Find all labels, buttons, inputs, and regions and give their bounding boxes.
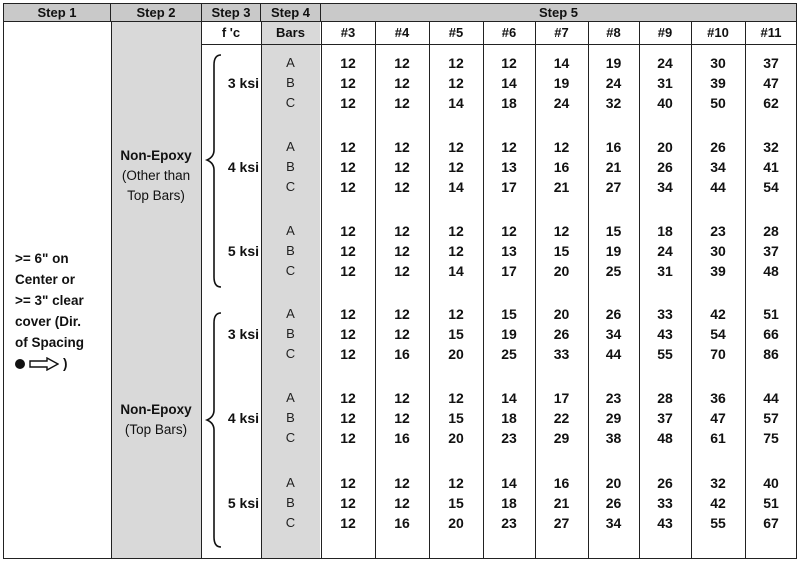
bars-header: Bars bbox=[276, 25, 305, 40]
length-value: 12 bbox=[394, 306, 410, 322]
length-value: 23 bbox=[501, 430, 517, 446]
length-value: 66 bbox=[763, 326, 779, 342]
length-value: 44 bbox=[710, 179, 726, 195]
length-value: 12 bbox=[501, 55, 517, 71]
length-value: 61 bbox=[710, 430, 726, 446]
length-value: 33 bbox=[657, 495, 673, 511]
length-value: 12 bbox=[448, 243, 464, 259]
length-value: 17 bbox=[501, 179, 517, 195]
length-value: 17 bbox=[553, 390, 570, 406]
arrow-right-icon bbox=[29, 357, 59, 371]
length-value: 34 bbox=[605, 515, 622, 531]
header-step3-label: Step 3 bbox=[211, 5, 251, 20]
length-value: 19 bbox=[501, 326, 517, 342]
length-value: 33 bbox=[657, 306, 673, 322]
length-value: 12 bbox=[553, 223, 570, 239]
step1-line6 bbox=[15, 353, 111, 374]
length-value: 30 bbox=[710, 55, 726, 71]
concrete-strength: 4 ksi bbox=[227, 410, 259, 426]
length-value: 13 bbox=[501, 243, 517, 259]
length-value: 37 bbox=[657, 410, 673, 426]
length-value: 14 bbox=[501, 75, 517, 91]
length-value: 44 bbox=[605, 346, 622, 362]
length-value: 12 bbox=[340, 139, 356, 155]
length-value: 12 bbox=[448, 55, 464, 71]
length-value: 39 bbox=[710, 263, 726, 279]
length-value: 34 bbox=[710, 159, 726, 175]
bar-class: B bbox=[286, 159, 295, 174]
length-value: 22 bbox=[553, 410, 570, 426]
length-value: 18 bbox=[501, 95, 517, 111]
length-value: 12 bbox=[340, 243, 356, 259]
length-value: 12 bbox=[394, 263, 410, 279]
length-value: 75 bbox=[763, 430, 779, 446]
length-value: 42 bbox=[710, 306, 726, 322]
length-value: 18 bbox=[501, 410, 517, 426]
header-step2-label: Step 2 bbox=[136, 5, 176, 20]
length-value: 48 bbox=[657, 430, 673, 446]
fc-header: f 'c bbox=[221, 25, 241, 40]
length-value: 12 bbox=[448, 223, 464, 239]
header-step5-label: Step 5 bbox=[538, 5, 578, 20]
length-value: 12 bbox=[340, 75, 356, 91]
length-value: 12 bbox=[340, 326, 356, 342]
length-value: 16 bbox=[394, 430, 410, 446]
length-value: 12 bbox=[448, 139, 464, 155]
length-value: 26 bbox=[657, 159, 673, 175]
development-length-table bbox=[3, 3, 797, 559]
length-value: 23 bbox=[501, 515, 517, 531]
length-value: 57 bbox=[763, 410, 779, 426]
group-1-title: Non-Epoxy bbox=[120, 148, 192, 163]
bar-size-header: #8 bbox=[606, 25, 621, 40]
length-value: 38 bbox=[605, 430, 622, 446]
length-value: 20 bbox=[553, 263, 570, 279]
bar-size-header: #9 bbox=[657, 25, 673, 40]
group-2-label bbox=[111, 400, 201, 440]
bar-class: C bbox=[285, 95, 296, 110]
length-value: 12 bbox=[394, 139, 410, 155]
length-value: 12 bbox=[340, 515, 356, 531]
bar-size-header: #7 bbox=[554, 25, 569, 40]
length-value: 31 bbox=[657, 75, 673, 91]
length-value: 12 bbox=[501, 223, 517, 239]
length-value: 27 bbox=[553, 515, 570, 531]
length-value: 86 bbox=[763, 346, 779, 362]
length-value: 16 bbox=[394, 346, 410, 362]
bar-size-header: #4 bbox=[394, 25, 410, 40]
bar-class: B bbox=[286, 75, 295, 90]
length-value: 30 bbox=[710, 243, 726, 259]
length-value: 15 bbox=[553, 243, 570, 259]
length-value: 16 bbox=[394, 515, 410, 531]
length-value: 12 bbox=[448, 75, 464, 91]
length-value: 12 bbox=[340, 390, 356, 406]
length-value: 51 bbox=[763, 495, 779, 511]
length-value: 12 bbox=[394, 410, 410, 426]
bar-size-header: #11 bbox=[760, 25, 782, 40]
length-value: 18 bbox=[501, 495, 517, 511]
bar-class: A bbox=[286, 139, 295, 154]
step1-line3: >= 3" clear bbox=[15, 293, 84, 308]
length-value: 24 bbox=[657, 55, 673, 71]
bar-class: A bbox=[286, 223, 295, 238]
length-value: 12 bbox=[394, 179, 410, 195]
length-value: 12 bbox=[340, 179, 356, 195]
length-value: 13 bbox=[501, 159, 517, 175]
length-value: 26 bbox=[553, 326, 570, 342]
length-value: 12 bbox=[394, 495, 410, 511]
length-value: 31 bbox=[657, 263, 673, 279]
bar-class: B bbox=[286, 243, 295, 258]
length-value: 43 bbox=[657, 326, 673, 342]
header-step4 bbox=[260, 3, 321, 22]
bar-class: C bbox=[285, 346, 296, 361]
length-value: 15 bbox=[605, 223, 622, 239]
length-value: 47 bbox=[763, 75, 779, 91]
bar-class: B bbox=[286, 410, 295, 425]
concrete-strength: 3 ksi bbox=[227, 75, 259, 91]
length-value: 24 bbox=[605, 75, 622, 91]
length-value: 27 bbox=[605, 179, 622, 195]
length-value: 16 bbox=[553, 159, 570, 175]
length-value: 12 bbox=[394, 390, 410, 406]
length-value: 15 bbox=[501, 306, 517, 322]
group-braces bbox=[201, 45, 225, 557]
length-value: 67 bbox=[763, 515, 779, 531]
length-value: 12 bbox=[340, 475, 356, 491]
length-value: 19 bbox=[605, 243, 622, 259]
group-1-line3: Top Bars) bbox=[127, 188, 185, 203]
length-value: 20 bbox=[448, 346, 464, 362]
group-1-line2: (Other than bbox=[121, 168, 191, 183]
length-value: 12 bbox=[394, 95, 410, 111]
bar-size-header: #3 bbox=[340, 25, 356, 40]
concrete-strength: 5 ksi bbox=[227, 243, 259, 259]
length-value: 12 bbox=[340, 55, 356, 71]
step1-line2: Center or bbox=[15, 272, 76, 287]
length-value: 54 bbox=[763, 179, 779, 195]
length-value: 55 bbox=[710, 515, 726, 531]
length-value: 32 bbox=[763, 139, 779, 155]
length-value: 15 bbox=[448, 326, 464, 342]
length-value: 12 bbox=[448, 159, 464, 175]
length-value: 17 bbox=[501, 263, 517, 279]
length-value: 42 bbox=[710, 495, 726, 511]
header-step3 bbox=[201, 3, 261, 22]
length-value: 12 bbox=[448, 306, 464, 322]
length-value: 44 bbox=[763, 390, 779, 406]
length-value: 29 bbox=[553, 430, 570, 446]
length-value: 14 bbox=[448, 179, 464, 195]
length-value: 26 bbox=[605, 306, 622, 322]
length-value: 12 bbox=[340, 223, 356, 239]
length-value: 33 bbox=[553, 346, 570, 362]
length-value: 12 bbox=[394, 326, 410, 342]
length-value: 20 bbox=[553, 306, 570, 322]
length-value: 24 bbox=[657, 243, 673, 259]
length-value: 21 bbox=[553, 495, 570, 511]
length-value: 19 bbox=[553, 75, 570, 91]
subheader-divider bbox=[201, 44, 797, 45]
length-value: 12 bbox=[340, 306, 356, 322]
length-value: 55 bbox=[657, 346, 673, 362]
bar-class: B bbox=[286, 495, 295, 510]
length-value: 54 bbox=[710, 326, 726, 342]
length-value: 41 bbox=[763, 159, 779, 175]
bar-dot-icon bbox=[15, 359, 25, 369]
group-2-title: Non-Epoxy bbox=[120, 402, 192, 417]
length-value: 12 bbox=[340, 430, 356, 446]
length-value: 12 bbox=[448, 390, 464, 406]
group-1-label bbox=[111, 146, 201, 206]
bar-class: A bbox=[286, 390, 295, 405]
length-value: 32 bbox=[605, 95, 622, 111]
length-value: 50 bbox=[710, 95, 726, 111]
length-value: 12 bbox=[394, 475, 410, 491]
step1-line1: >= 6" on bbox=[15, 251, 69, 266]
step1-close-paren: ) bbox=[63, 356, 68, 371]
concrete-strength: 5 ksi bbox=[227, 495, 259, 511]
length-value: 12 bbox=[340, 263, 356, 279]
length-value: 26 bbox=[605, 495, 622, 511]
length-value: 32 bbox=[710, 475, 726, 491]
length-value: 47 bbox=[710, 410, 726, 426]
length-value: 12 bbox=[340, 159, 356, 175]
header-step1-label: Step 1 bbox=[37, 5, 77, 20]
bar-class: A bbox=[286, 475, 295, 490]
length-value: 28 bbox=[763, 223, 779, 239]
bar-class: C bbox=[285, 430, 296, 445]
bar-size-header: #6 bbox=[501, 25, 517, 40]
bar-class: A bbox=[286, 306, 295, 321]
bar-class: B bbox=[286, 326, 295, 341]
length-value: 20 bbox=[657, 139, 673, 155]
length-value: 37 bbox=[763, 55, 779, 71]
column-line bbox=[111, 22, 112, 559]
group-2-line2: (Top Bars) bbox=[124, 422, 188, 437]
length-value: 14 bbox=[501, 390, 517, 406]
bar-size-header: #10 bbox=[707, 25, 729, 40]
length-value: 18 bbox=[657, 223, 673, 239]
length-value: 51 bbox=[763, 306, 779, 322]
length-value: 23 bbox=[605, 390, 622, 406]
length-value: 26 bbox=[710, 139, 726, 155]
length-value: 34 bbox=[605, 326, 622, 342]
length-value: 14 bbox=[448, 95, 464, 111]
bar-size-header: #5 bbox=[448, 25, 464, 40]
bar-class: C bbox=[285, 515, 296, 530]
length-value: 16 bbox=[553, 475, 570, 491]
length-value: 12 bbox=[340, 346, 356, 362]
length-value: 37 bbox=[763, 243, 779, 259]
step2-column bbox=[111, 22, 201, 558]
length-value: 40 bbox=[763, 475, 779, 491]
length-value: 12 bbox=[394, 55, 410, 71]
step1-line4: cover (Dir. bbox=[15, 314, 82, 329]
header-step4-label: Step 4 bbox=[270, 5, 310, 20]
length-value: 48 bbox=[763, 263, 779, 279]
length-value: 62 bbox=[763, 95, 779, 111]
bar-class: A bbox=[286, 55, 295, 70]
length-value: 20 bbox=[448, 430, 464, 446]
length-value: 12 bbox=[501, 139, 517, 155]
length-value: 25 bbox=[501, 346, 517, 362]
bar-class: C bbox=[285, 179, 296, 194]
length-value: 29 bbox=[605, 410, 622, 426]
length-value: 12 bbox=[394, 75, 410, 91]
length-value: 12 bbox=[340, 495, 356, 511]
header-step2 bbox=[110, 3, 202, 22]
length-value: 20 bbox=[605, 475, 622, 491]
length-value: 24 bbox=[553, 95, 570, 111]
length-value: 12 bbox=[553, 139, 570, 155]
length-value: 14 bbox=[553, 55, 570, 71]
concrete-strength: 4 ksi bbox=[227, 159, 259, 175]
length-value: 12 bbox=[448, 475, 464, 491]
header-step1 bbox=[3, 3, 111, 22]
length-value: 34 bbox=[657, 179, 673, 195]
length-value: 26 bbox=[657, 475, 673, 491]
length-value: 12 bbox=[394, 223, 410, 239]
length-value: 28 bbox=[657, 390, 673, 406]
length-value: 70 bbox=[710, 346, 726, 362]
length-value: 39 bbox=[710, 75, 726, 91]
length-value: 14 bbox=[501, 475, 517, 491]
length-value: 23 bbox=[710, 223, 726, 239]
length-value: 16 bbox=[605, 139, 622, 155]
length-value: 12 bbox=[340, 95, 356, 111]
bar-class: C bbox=[285, 263, 296, 278]
length-value: 21 bbox=[553, 179, 570, 195]
length-value: 36 bbox=[710, 390, 726, 406]
length-value: 15 bbox=[448, 495, 464, 511]
length-value: 40 bbox=[657, 95, 673, 111]
length-value: 12 bbox=[394, 159, 410, 175]
length-value: 43 bbox=[657, 515, 673, 531]
length-value: 21 bbox=[605, 159, 622, 175]
length-value: 25 bbox=[605, 263, 622, 279]
length-value: 20 bbox=[448, 515, 464, 531]
step1-line5: of Spacing bbox=[15, 335, 85, 350]
length-value: 15 bbox=[448, 410, 464, 426]
length-value: 12 bbox=[394, 243, 410, 259]
header-step5 bbox=[320, 3, 797, 22]
length-value: 12 bbox=[340, 410, 356, 426]
concrete-strength: 3 ksi bbox=[227, 326, 259, 342]
length-value: 14 bbox=[448, 263, 464, 279]
length-value: 19 bbox=[605, 55, 622, 71]
step1-text bbox=[15, 248, 111, 374]
